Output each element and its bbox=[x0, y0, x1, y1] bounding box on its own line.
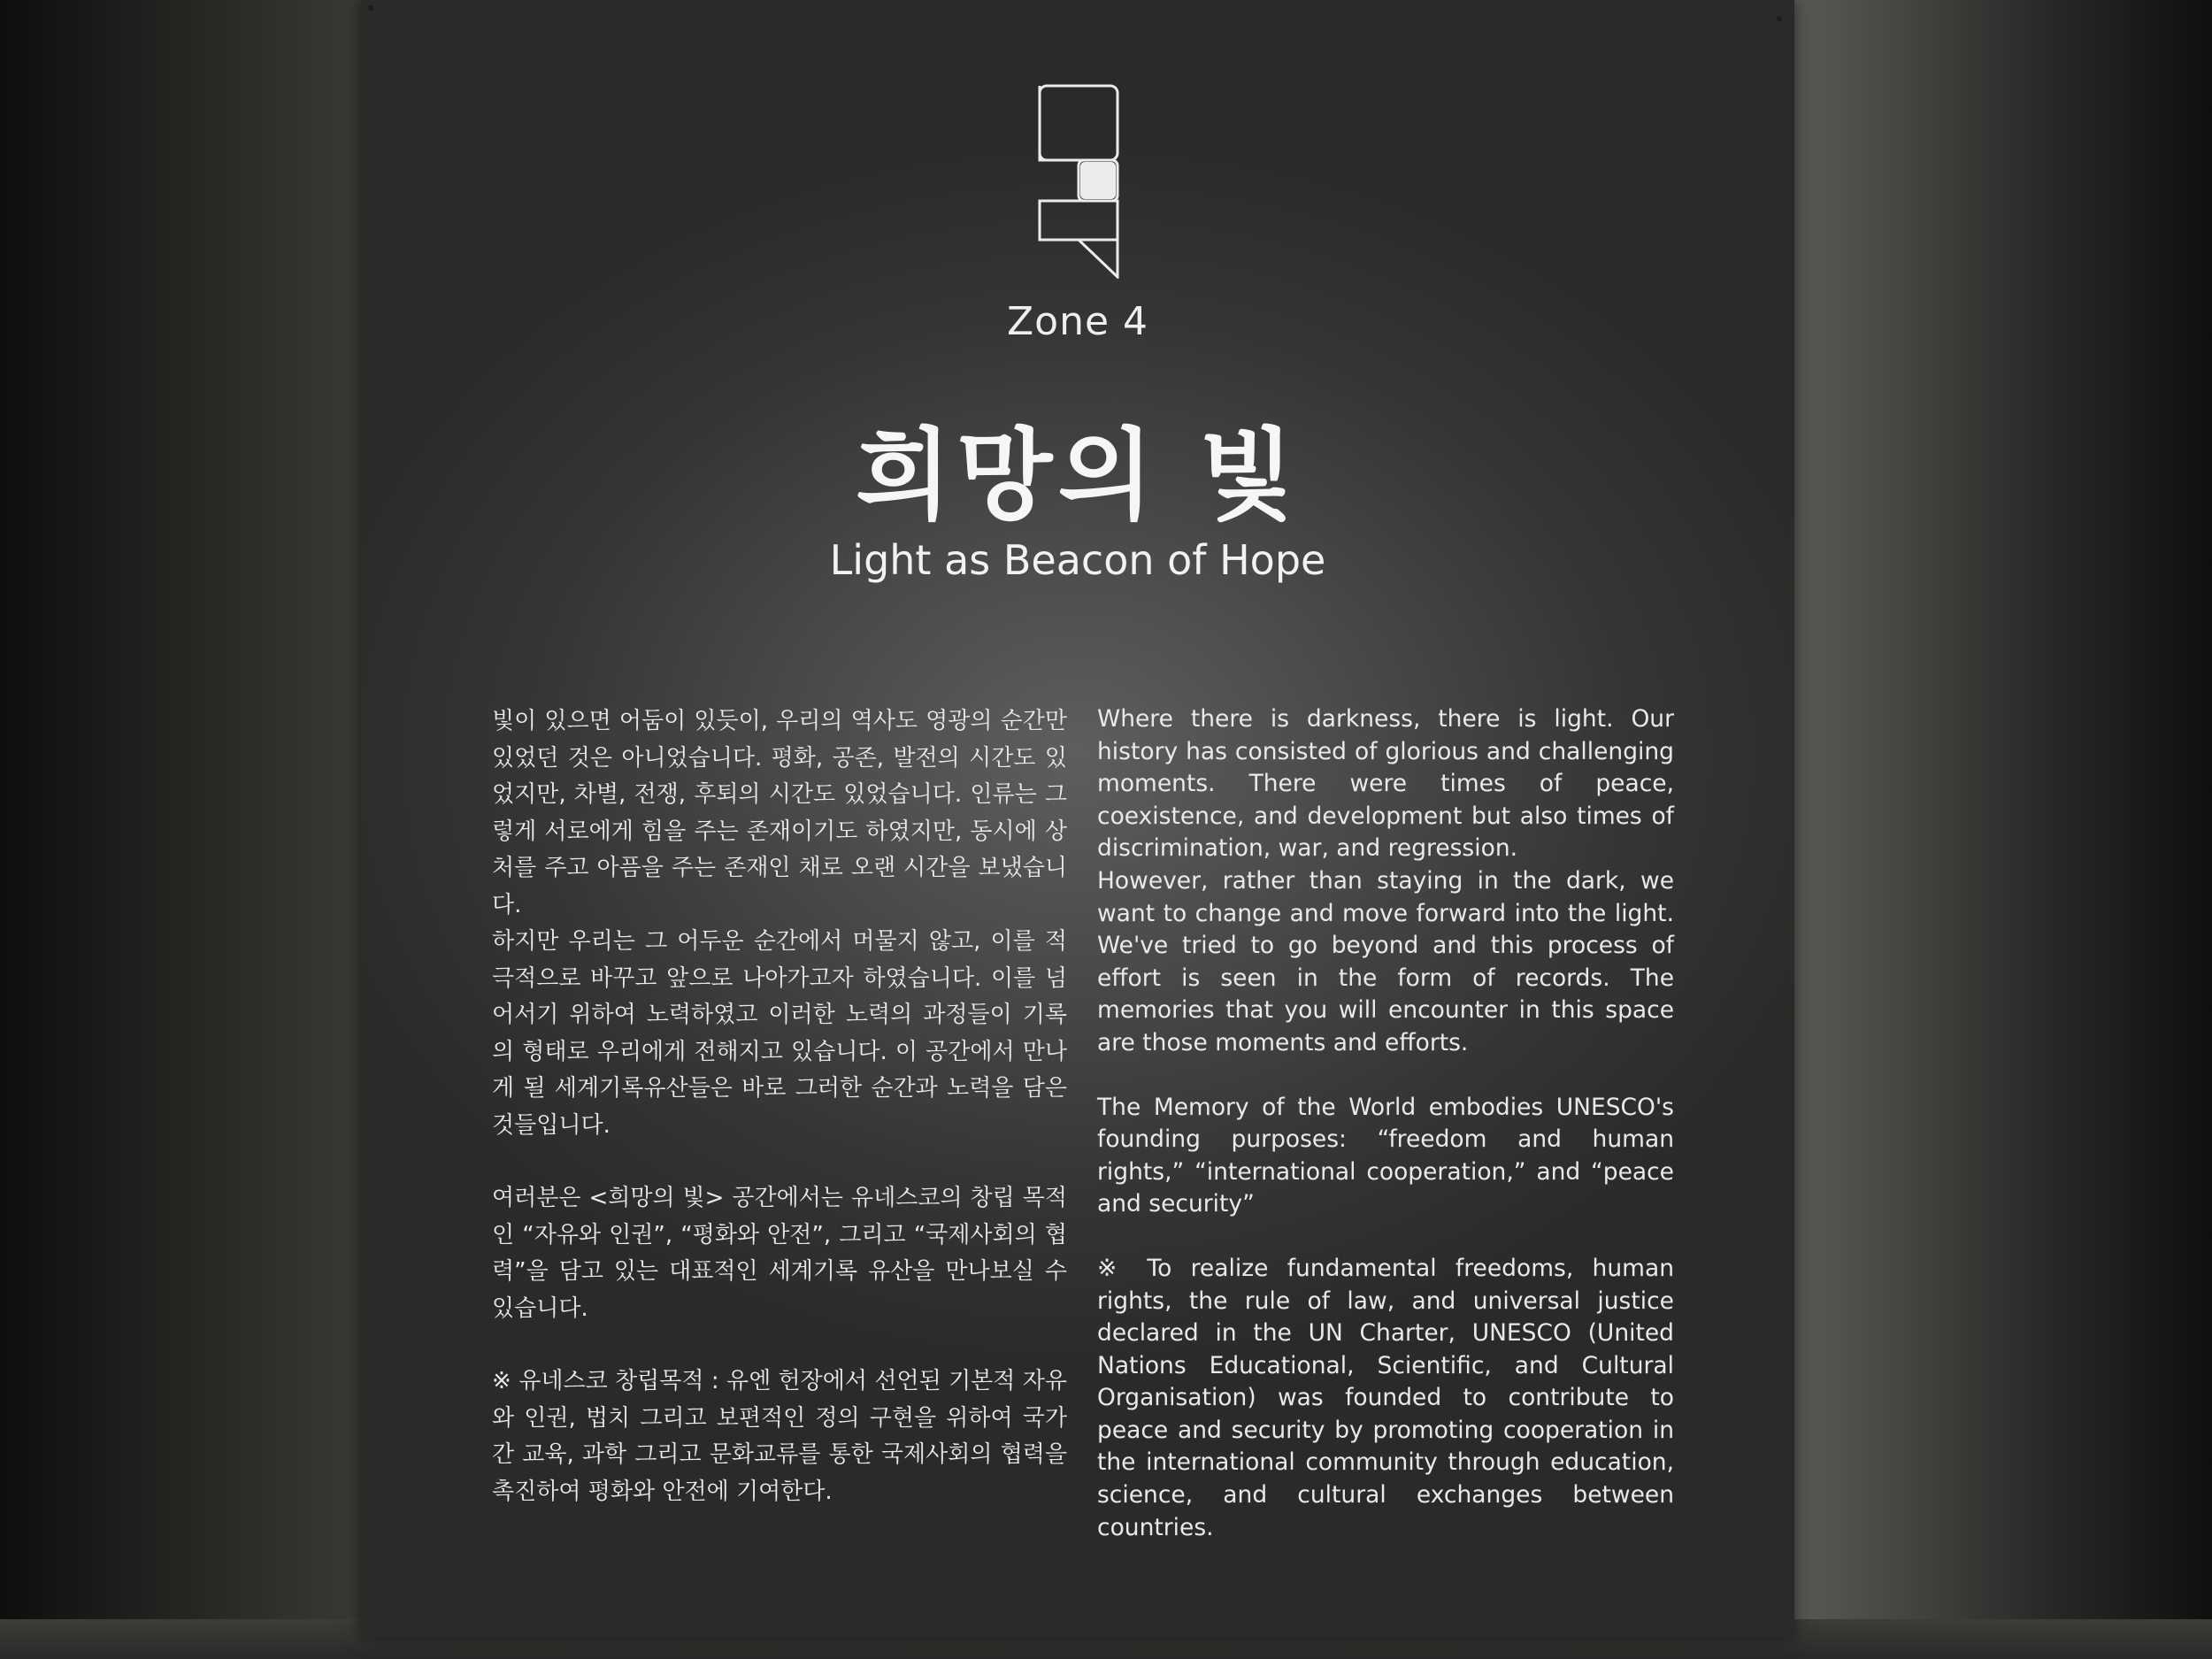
wall-left bbox=[0, 0, 363, 1659]
title-english: Light as Beacon of Hope bbox=[829, 536, 1326, 584]
korean-footnote: ※ 유네스코 창립목적 : 유엔 헌장에서 선언된 기본적 자유와 인권, 법치 그리고 보편적인 정의 구현을 위하여 국가간 교육, 과학 그리고 문화교류를 통한 국제사회의 협력을 촉진하여 평화와 안전에 기여한다. bbox=[492, 1368, 1067, 1505]
zone-mark-icon bbox=[1038, 84, 1122, 279]
english-text-column bbox=[1097, 703, 1674, 1544]
exhibition-sign-panel bbox=[361, 0, 1794, 1637]
english-footnote: ※ To realize fundamental freedoms, human rights, the rule of law, and universal justice declared in the UN Charter, UNESCO (United Nations Educational, Scientific, and Cultural Organisation) was founded to contribute to peace and security by promoting cooperation in the international community through education, science, and cultural exchanges between countries. bbox=[1097, 1254, 1674, 1541]
korean-paragraph: 빛이 있으면 어둠이 있듯이, 우리의 역사도 영광의 순간만 있었던 것은 아니었습니다. 평화, 공존, 발전의 시간도 있었지만, 차별, 전쟁, 후퇴의 시간도 있었습니다. 인류는 그렇게 서로에게 힘을 주는 존재이기도 하였지만, 동시에 상처를 주고 아픔을 주는 존재인 채로 오랜 시간을 보냈습니다. 하지만 우리는 그 어두운 순간에서 머물지 않고, 이를 적극적으로 바꾸고 앞으로 나아가고자 하였습니다. 이를 넘어서기 위하여 노력하였고 이러한 노력의 과정들이 기록의 형태로 우리에게 전해지고 있습니다. 이 공간에서 만나게 될 세계기록유산들은 바로 그러한 순간과 노력을 담은 것들입니다. bbox=[492, 708, 1067, 1139]
mounting-pin bbox=[1777, 16, 1782, 21]
korean-text-column bbox=[492, 703, 1067, 1510]
english-paragraph: The Memory of the World embodies UNESCO's founding purposes: “freedom and human rights,” “international cooperation,” and “peace and security” bbox=[1097, 1093, 1674, 1218]
korean-paragraph: 여러분은 <희망의 빛> 공간에서는 유네스코의 창립 목적인 “자유와 인권”, “평화와 안전”, 그리고 “국제사회의 협력”을 담고 있는 대표적인 세계기록 유산을 만나보실 수 있습니다. bbox=[492, 1185, 1067, 1322]
zone-label: Zone 4 bbox=[1007, 299, 1148, 344]
mounting-pin bbox=[368, 5, 373, 11]
title-korean: 희망의 빛 bbox=[856, 419, 1300, 534]
english-paragraph: Where there is darkness, there is light. Our history has consisted of glorious and challenging moments. There were times of peace, coexistence, and development but also times of discrimination, war, and regression. However, rather than staying in the dark, we want to change and move forward into the light. We've tried to go beyond and this process of effort is seen in the form of records. The memories that you will encounter in this space are those moments and efforts. bbox=[1097, 705, 1674, 1056]
wall-right bbox=[1787, 0, 2212, 1659]
